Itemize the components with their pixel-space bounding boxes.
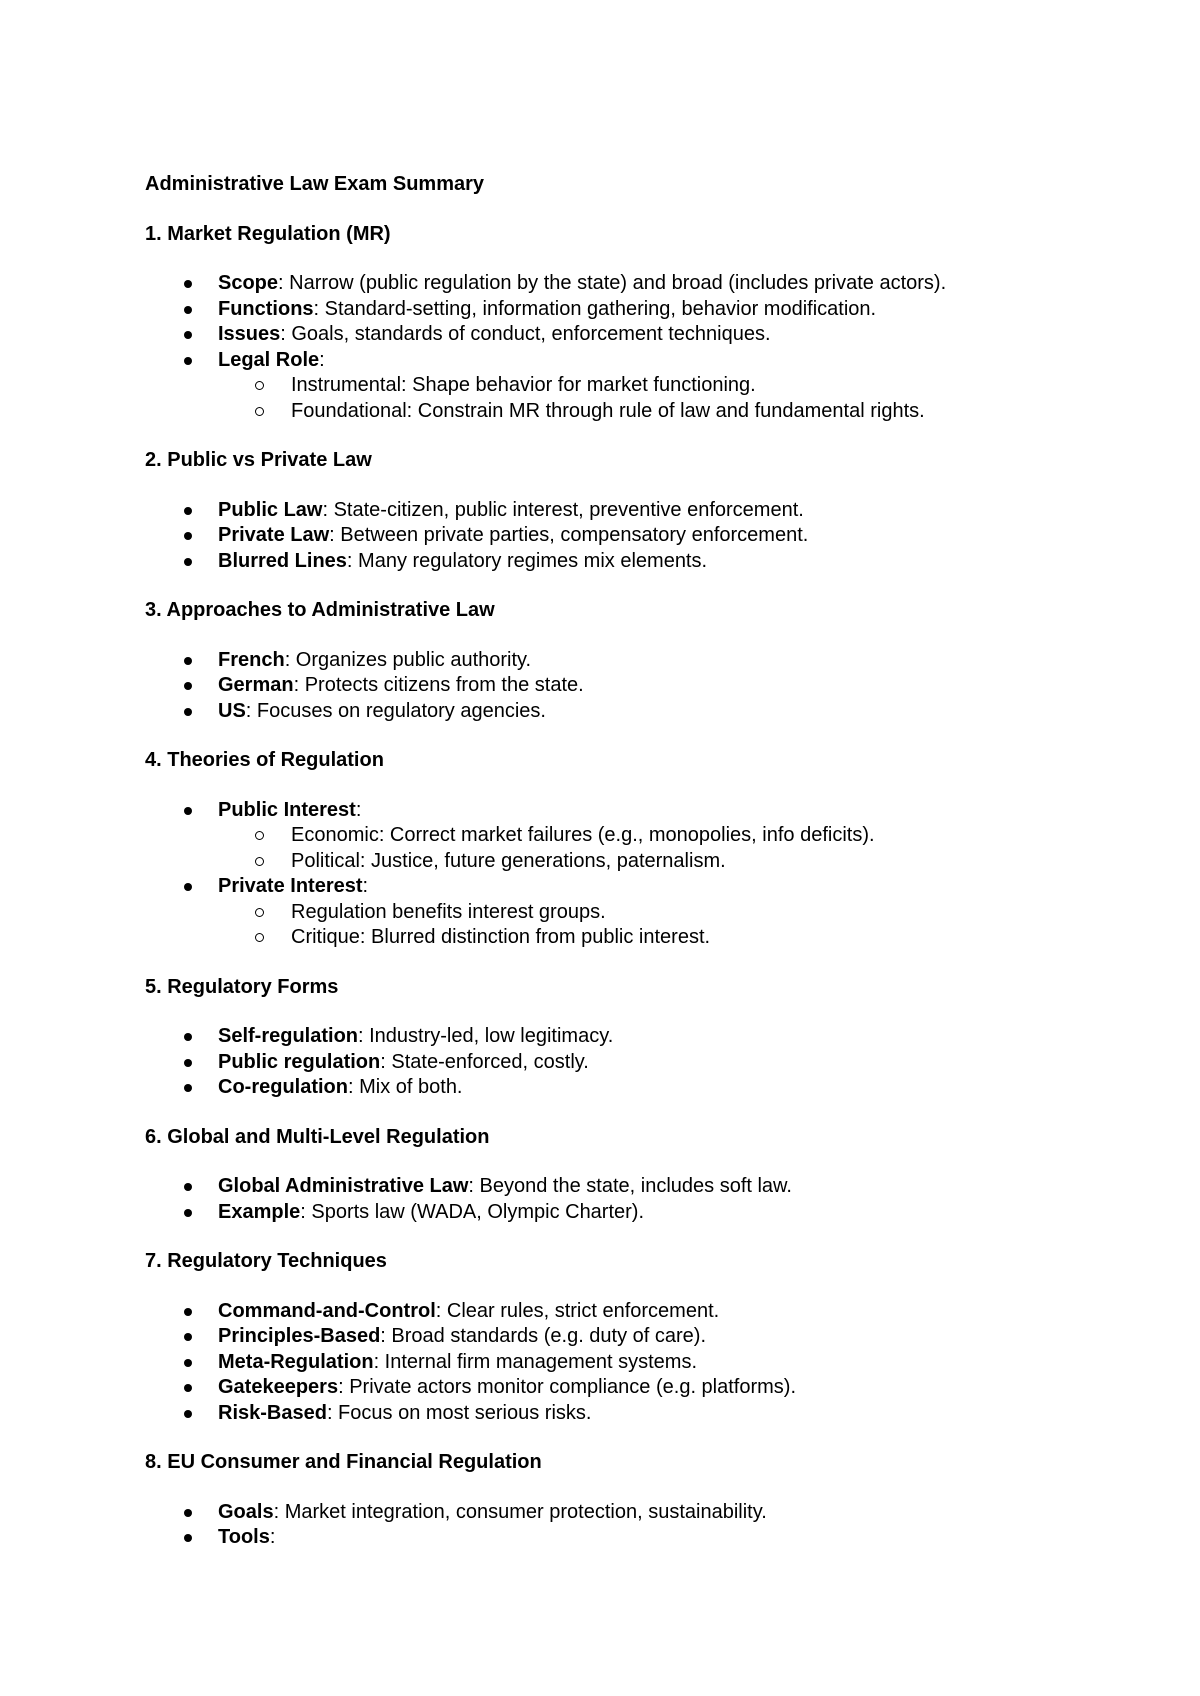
bullet-text: : Between private parties, compensatory enforcement. — [329, 524, 809, 546]
bullet-dot-icon — [184, 306, 192, 314]
bullet-item — [145, 1024, 1075, 1050]
bullet-term: Meta-Regulation — [218, 1350, 374, 1373]
sub-bullet-item — [218, 399, 1075, 425]
hollow-circle-bullet-icon — [255, 908, 264, 917]
bullet-text: : State-citizen, public interest, preventive enforcement. — [322, 498, 804, 521]
bullet-text: : Mix of both. — [348, 1076, 463, 1098]
bullet-item — [145, 874, 1075, 951]
sub-bullet-list — [218, 373, 1075, 424]
section-heading: 7. Regulatory Techniques — [145, 1250, 387, 1272]
hollow-circle-bullet-icon — [255, 857, 264, 866]
bullet-dot-icon — [184, 1033, 192, 1041]
bullet-dot-icon — [184, 1509, 192, 1517]
bullet-text: : Market integration, consumer protection, sustainability. — [273, 1500, 767, 1523]
bullet-text: : — [355, 798, 362, 821]
bullet-text: : Industry-led, low legitimacy. — [358, 1025, 614, 1047]
bullet-list — [145, 498, 1075, 575]
sub-bullet-item — [218, 900, 1075, 926]
sub-bullet-item — [218, 925, 1075, 951]
bullet-dot-icon — [184, 280, 192, 288]
bullet-text: : Private actors monitor compliance (e.g. platforms). — [338, 1376, 797, 1398]
bullet-term: Scope — [218, 272, 279, 294]
bullet-item — [145, 271, 1075, 297]
hollow-circle-bullet-icon — [255, 407, 264, 416]
bullet-term: Public Interest — [218, 798, 356, 821]
bullet-term: Tools — [218, 1526, 270, 1548]
bullet-text: : Many regulatory regimes mix elements. — [346, 549, 708, 572]
hollow-circle-bullet-icon — [255, 831, 264, 840]
bullet-list — [145, 1024, 1075, 1101]
bullet-item — [145, 549, 1075, 575]
section-heading: 1. Market Regulation (MR) — [145, 222, 391, 245]
bullet-item — [145, 1350, 1075, 1376]
bullet-item — [145, 1324, 1075, 1350]
bullet-item — [145, 648, 1075, 674]
bullet-term: Co-regulation — [218, 1076, 348, 1098]
bullet-list — [145, 1500, 1075, 1551]
bullet-term: Private Interest — [218, 875, 363, 897]
bullet-text: : Broad standards (e.g. duty of care). — [380, 1325, 707, 1347]
bullet-text: : — [362, 875, 369, 897]
bullet-dot-icon — [184, 357, 192, 365]
bullet-term: Command-and-Control — [218, 1299, 436, 1322]
bullet-item — [145, 699, 1075, 725]
sub-bullet-item — [218, 849, 1075, 875]
bullet-item — [145, 523, 1075, 549]
bullet-text: : Clear rules, strict enforcement. — [435, 1299, 720, 1322]
bullet-term: Risk-Based — [218, 1401, 327, 1424]
bullet-term: Legal Role — [218, 348, 320, 371]
bullet-dot-icon — [184, 1333, 192, 1341]
bullet-text: : Beyond the state, includes soft law. — [468, 1175, 792, 1197]
bullet-term: Self-regulation — [218, 1025, 359, 1047]
section-heading: 5. Regulatory Forms — [145, 975, 339, 998]
bullet-item — [145, 1174, 1075, 1200]
hollow-circle-bullet-icon — [255, 381, 264, 390]
sub-bullet-text: Instrumental: Shape behavior for market functioning. — [291, 374, 756, 396]
bullet-text: : Protects citizens from the state. — [293, 674, 584, 696]
bullet-term: Blurred Lines — [218, 549, 347, 572]
section-heading: 8. EU Consumer and Financial Regulation — [145, 1451, 542, 1473]
bullet-list — [145, 1299, 1075, 1427]
sub-bullet-list — [218, 900, 1075, 951]
bullet-item — [145, 673, 1075, 699]
bullet-text: : Organizes public authority. — [284, 648, 532, 671]
bullet-item — [145, 297, 1075, 323]
bullet-item — [145, 1500, 1075, 1526]
bullet-item — [145, 348, 1075, 425]
bullet-text: : State-enforced, costly. — [380, 1050, 589, 1073]
bullet-item — [145, 1299, 1075, 1325]
bullet-dot-icon — [184, 807, 192, 815]
bullet-dot-icon — [184, 507, 192, 515]
bullet-text: : Focuses on regulatory agencies. — [245, 699, 546, 722]
bullet-dot-icon — [184, 331, 192, 339]
bullet-term: Public regulation — [218, 1050, 381, 1073]
bullet-text: : — [269, 1526, 276, 1548]
bullet-item — [145, 1401, 1075, 1427]
section-heading: 6. Global and Multi-Level Regulation — [145, 1125, 490, 1148]
bullet-dot-icon — [184, 1359, 192, 1367]
bullet-dot-icon — [184, 1384, 192, 1392]
bullet-dot-icon — [184, 1084, 192, 1092]
bullet-dot-icon — [184, 1059, 192, 1067]
document-body — [145, 172, 1075, 1575]
bullet-term: Global Administrative Law — [218, 1175, 469, 1197]
bullet-term: Public Law — [218, 498, 323, 521]
section-heading: 3. Approaches to Administrative Law — [145, 599, 495, 621]
bullet-term: French — [218, 648, 285, 671]
bullet-term: Issues — [218, 323, 281, 345]
sub-bullet-text: Economic: Correct market failures (e.g., monopolies, info deficits). — [291, 824, 875, 846]
bullet-item — [145, 1525, 1075, 1551]
bullet-item — [145, 1200, 1075, 1226]
sub-bullet-item — [218, 823, 1075, 849]
bullet-dot-icon — [184, 883, 192, 891]
bullet-item — [145, 498, 1075, 524]
sub-bullet-text: Critique: Blurred distinction from public interest. — [291, 926, 711, 948]
bullet-text: : Narrow (public regulation by the state) and broad (includes private actors). — [278, 272, 947, 294]
bullet-dot-icon — [184, 1209, 192, 1217]
bullet-term: German — [218, 674, 294, 696]
section-heading: 4. Theories of Regulation — [145, 749, 384, 771]
bullet-term: Example — [218, 1200, 301, 1223]
bullet-text: : Focus on most serious risks. — [326, 1401, 592, 1424]
bullet-term: Private Law — [218, 524, 330, 546]
bullet-list — [145, 648, 1075, 725]
bullet-dot-icon — [184, 558, 192, 566]
sub-bullet-list — [218, 823, 1075, 874]
bullet-dot-icon — [184, 708, 192, 716]
bullet-item — [145, 1375, 1075, 1401]
bullet-text: : Goals, standards of conduct, enforcement techniques. — [280, 323, 771, 345]
bullet-dot-icon — [184, 1534, 192, 1542]
bullet-dot-icon — [184, 532, 192, 540]
sub-bullet-text: Regulation benefits interest groups. — [291, 900, 606, 923]
bullet-item — [145, 1050, 1075, 1076]
bullet-dot-icon — [184, 1183, 192, 1191]
bullet-dot-icon — [184, 1308, 192, 1316]
bullet-term: US — [218, 699, 246, 722]
bullet-term: Gatekeepers — [218, 1376, 339, 1398]
bullet-text: : Sports law (WADA, Olympic Charter). — [300, 1200, 645, 1223]
bullet-dot-icon — [184, 682, 192, 690]
bullet-dot-icon — [184, 657, 192, 665]
section-heading: 2. Public vs Private Law — [145, 449, 372, 471]
sub-bullet-text: Foundational: Constrain MR through rule of law and fundamental rights. — [291, 399, 925, 422]
bullet-list — [145, 1174, 1075, 1225]
bullet-item — [145, 798, 1075, 875]
sub-bullet-text: Political: Justice, future generations, paternalism. — [291, 849, 726, 872]
sections-container — [145, 222, 1075, 1551]
bullet-list — [145, 271, 1075, 424]
hollow-circle-bullet-icon — [255, 933, 264, 942]
bullet-item — [145, 1075, 1075, 1101]
bullet-dot-icon — [184, 1410, 192, 1418]
bullet-text: : Standard-setting, information gathering, behavior modification. — [313, 297, 877, 320]
bullet-term: Principles-Based — [218, 1325, 381, 1347]
bullet-text: : Internal firm management systems. — [373, 1350, 698, 1373]
bullet-text: : — [319, 348, 325, 371]
bullet-item — [145, 322, 1075, 348]
document-title: Administrative Law Exam Summary — [145, 173, 485, 195]
bullet-list — [145, 798, 1075, 951]
bullet-term: Functions — [218, 297, 314, 320]
sub-bullet-item — [218, 373, 1075, 399]
bullet-term: Goals — [218, 1500, 274, 1523]
